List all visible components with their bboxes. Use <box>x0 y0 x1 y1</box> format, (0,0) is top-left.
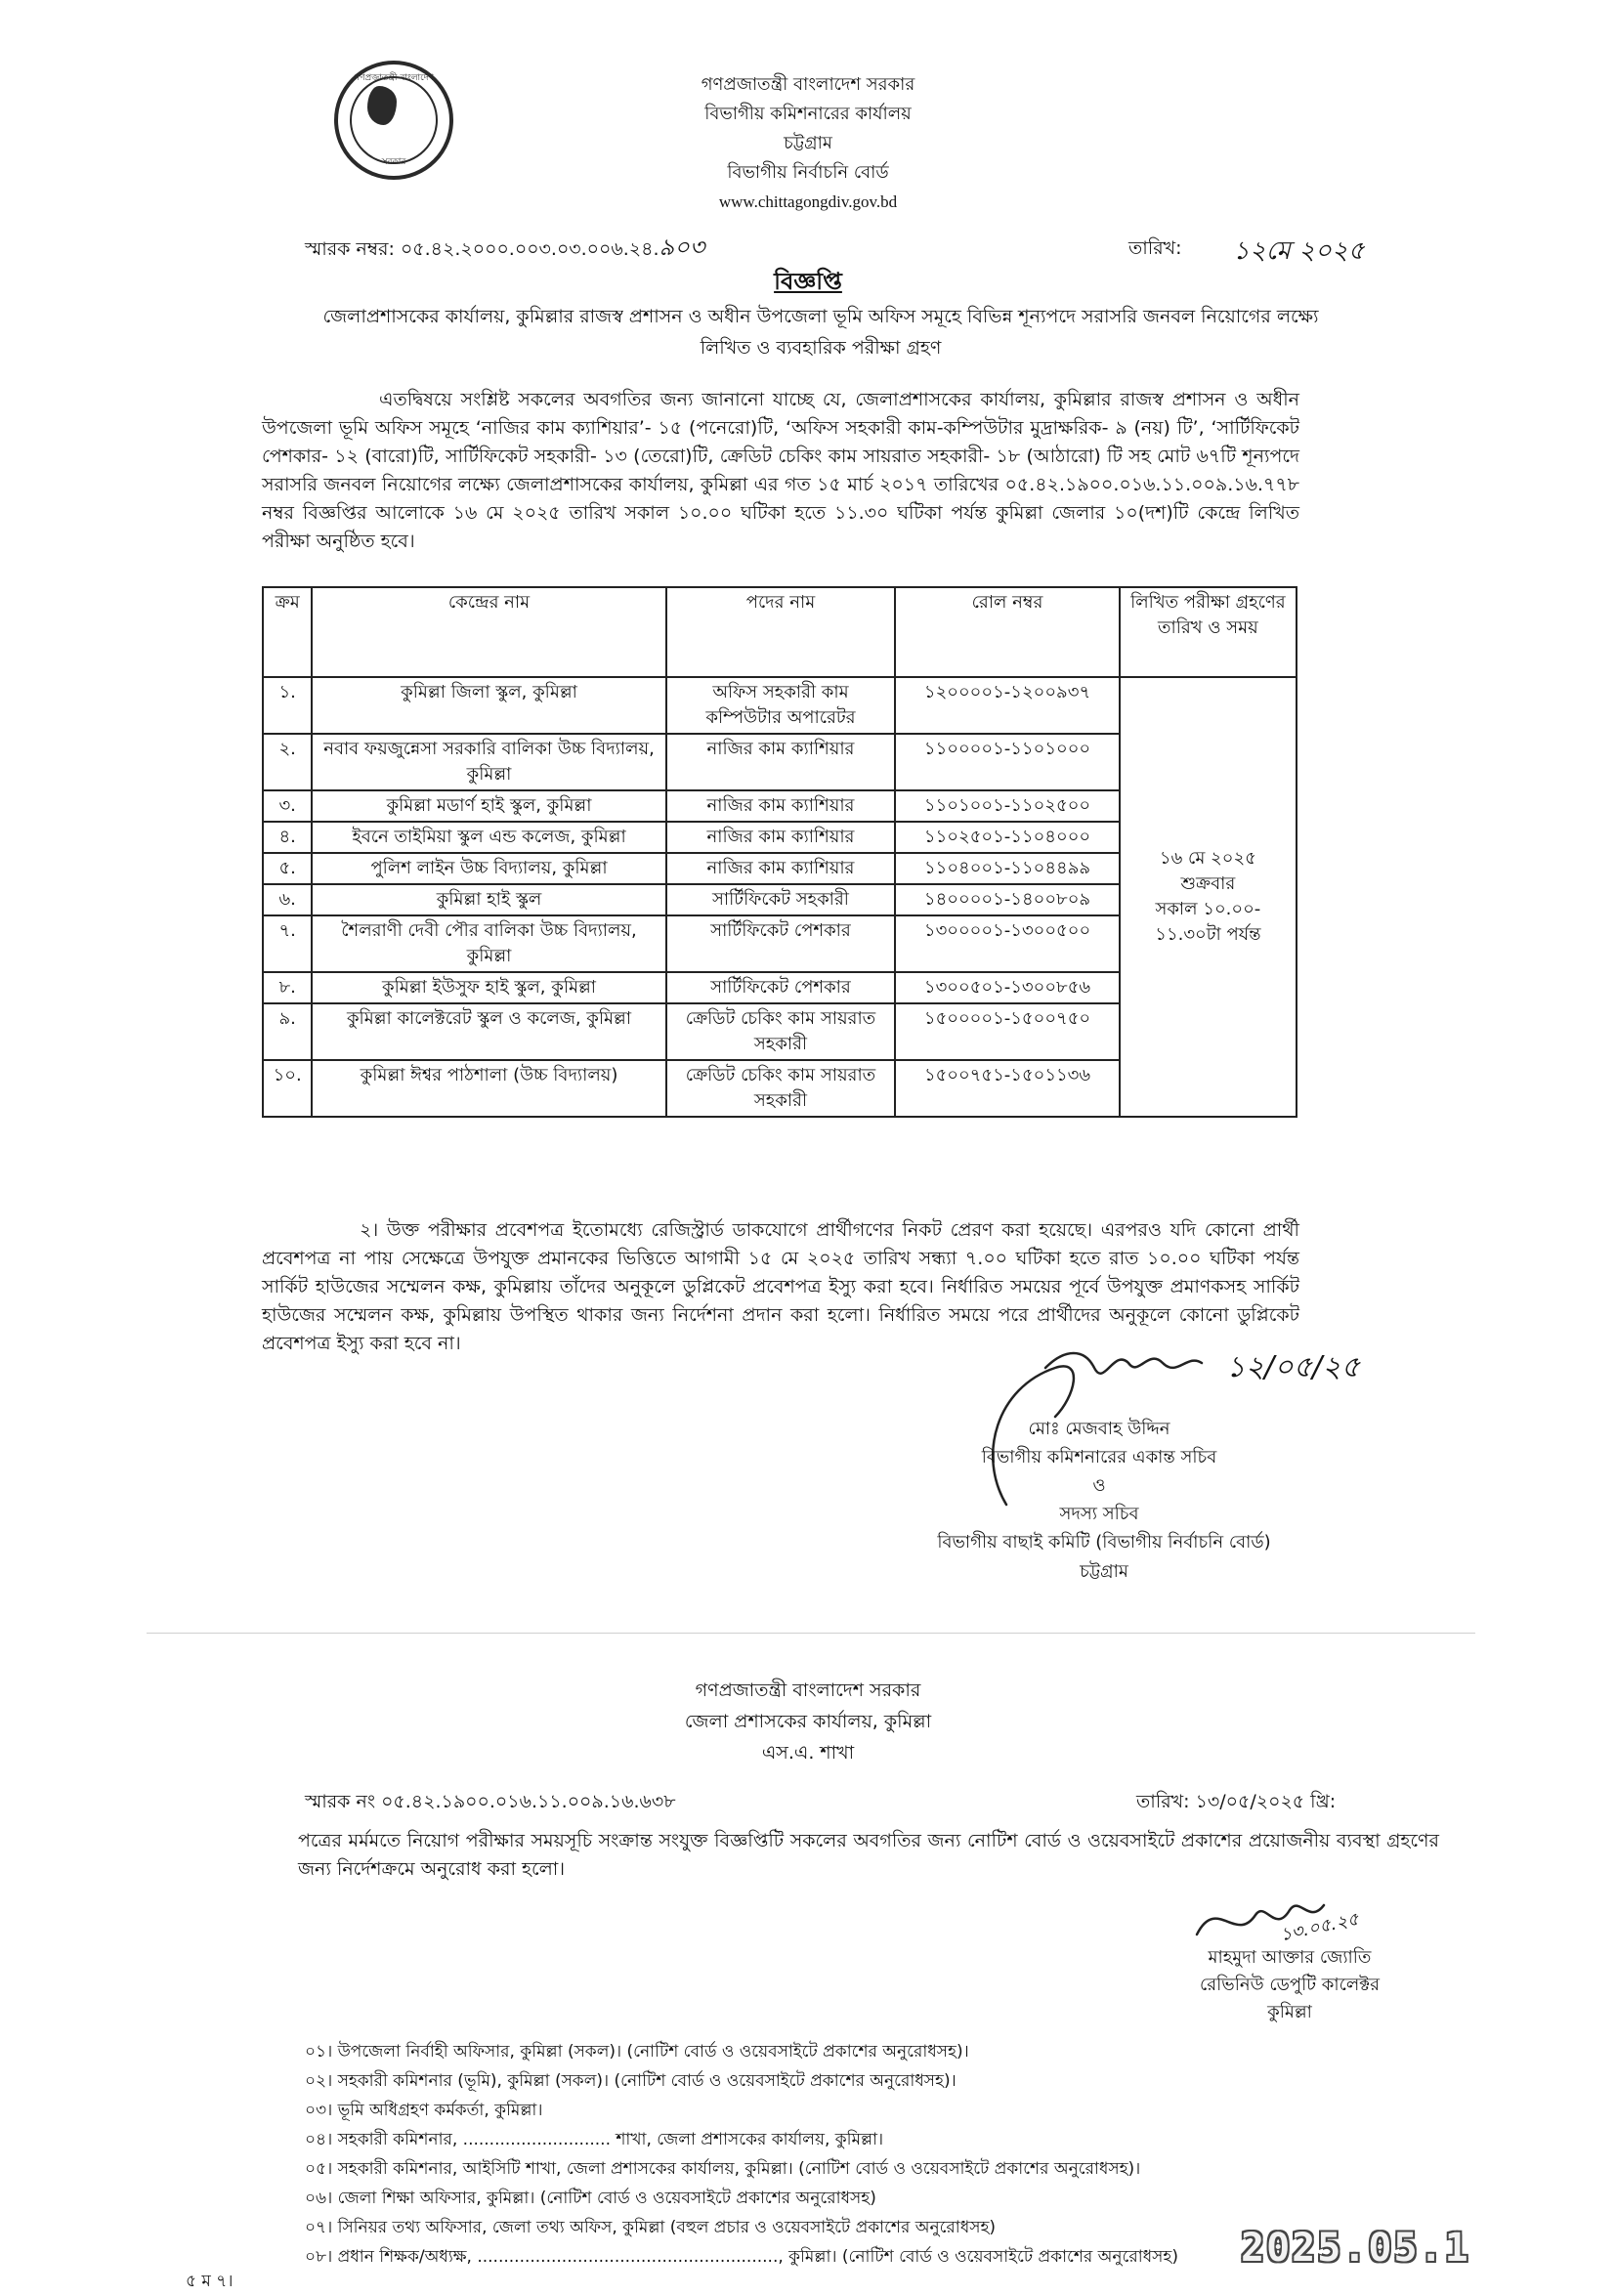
letterhead2-line-1: গণপ্রজাতন্ত্রী বাংলাদেশ সরকার <box>695 1679 921 1701</box>
row-roll: ১১০১০০১-১১০২৫০০ <box>895 790 1120 822</box>
signatory2-city: কুমিল্লা <box>1267 2002 1312 2022</box>
signature-date-1: ১২/০৫/২৫ <box>1226 1350 1361 1384</box>
header-serial: ক্রম <box>263 587 312 677</box>
row-center: কুমিল্লা মডার্ণ হাই স্কুল, কুমিল্লা <box>312 790 665 822</box>
schedule-start: সকাল ১০.০০- <box>1155 899 1261 919</box>
row-serial: ৭. <box>263 915 312 972</box>
date-2: তারিখ: ১৩/০৫/২০২৫ খ্রি: <box>1136 1791 1337 1812</box>
row-center: কুমিল্লা জিলা স্কুল, কুমিল্লা <box>312 677 665 734</box>
row-serial: ১. <box>263 677 312 734</box>
row-serial: ৪. <box>263 822 312 853</box>
row-roll: ১৩০০৫০১-১৩০০৮৫৬ <box>895 972 1120 1003</box>
row-post: ক্রেডিট চেকিং কাম সায়রাত সহকারী <box>666 1003 896 1060</box>
signatory2-name: মাহমুদা আক্তার জ্যোতি <box>1208 1947 1372 1968</box>
notice-body: এতদ্বিষয়ে সংশ্লিষ্ট সকলের অবগতির জন্য জানানো যাচ্ছে যে, জেলাপ্রশাসকের কার্যালয়, কুমিল্লার রাজস্ব প্রশাসন ও অধীন উপজেলা ভূমি অফিস সমূহে ‘নাজির কাম ক্যাশিয়ার’- ১৫ (পনেরো)টি, ‘অফিস সহকারী কাম-কম্পিউটার মুদ্রাক্ষরিক- ৯ (নয়) টি’, ‘সার্টিফিকেট পেশকার- ১২ (বারো)টি, সার্টিফিকেট সহকারী- ১৩ (তেরো)টি, ক্রেডিট চেকিং কাম সায়রাত সহকারী- ১৮ (আঠারো) টি সহ মোট ৬৭টি শূন্যপদে সরাসরি জনবল নিয়োগের লক্ষ্যে জেলাপ্রশাসকের কার্যালয়, কুমিল্লা এর গত ১৫ মার্চ ২০১৭ তারিখের ০৫.৪২.১৯০০.০১৬.১১.০০৯.১৬.৭৭৮ নম্বর বিজ্ঞপ্তির আলোকে ১৬ মে ২০২৫ তারিখ সকাল ১০.০০ ঘটিকা হতে ১১.৩০ ঘটিকা পর্যন্ত কুমিল্লা জেলার ১০(দশ)টি কেন্দ্রে লিখিত পরীক্ষা অনুষ্ঠিত হবে। <box>262 389 1299 552</box>
government-seal <box>334 61 453 180</box>
letterhead <box>515 70 1101 217</box>
header-roll: রোল নম্বর <box>895 587 1120 677</box>
seal-inner-ring <box>350 76 438 164</box>
row-roll: ১২০০০০১-১২০০৯৩৭ <box>895 677 1120 734</box>
distribution-list <box>305 2037 1178 2272</box>
row-roll: ১১০৪০০১-১১০৪৪৯৯ <box>895 853 1120 884</box>
notice-subject: জেলাপ্রশাসকের কার্যালয়, কুমিল্লার রাজস্ব প্রশাসন ও অধীন উপজেলা ভূমি অফিস সমূহে বিভিন্ন শূন্যপদে সরাসরি জনবল নিয়োগের লক্ষ্যে লিখিত ও ব্যবহারিক পরীক্ষা গ্রহণ <box>322 306 1319 359</box>
header-schedule: লিখিত পরীক্ষা গ্রহণের তারিখ ও সময় <box>1120 587 1297 677</box>
letterhead2-line-2: জেলা প্রশাসকের কার্যালয়, কুমিল্লা <box>684 1711 932 1732</box>
page-divider <box>147 1633 1475 1634</box>
letterhead-line-3: চট্টগ্রাম <box>784 133 832 153</box>
seal-bottom-text: সরকার <box>381 157 406 167</box>
seal-top-text: গণপ্রজাতন্ত্রী বাংলাদেশ <box>354 73 434 83</box>
row-center: শৈলরাণী দেবী পৌর বালিকা উচ্চ বিদ্যালয়, কুমিল্লা <box>312 915 665 972</box>
row-serial: ৩. <box>263 790 312 822</box>
list-item: ০৩। ভূমি অধিগ্রহণ কর্মকর্তা, কুমিল্লা। <box>305 2101 543 2120</box>
scan-date-stamp: 2025.05.1 <box>1241 2226 1470 2271</box>
signatory-committee <box>860 1528 1348 1587</box>
list-item: ০৮। প্রধান শিক্ষক/অধ্যক্ষ, ........................................................., কুমিল্লা। (নোটিশ বোর্ড ও ওয়েবসাইটে প্রকাশের অনুরোধসহ) <box>305 2247 1178 2267</box>
row-post: সার্টিফিকেট পেশকার <box>666 915 896 972</box>
letterhead-line-2: বিভাগীয় কমিশনারের কার্যালয় <box>704 104 912 124</box>
signatory-block-2 <box>1124 1944 1456 2026</box>
row-center: কুমিল্লা হাই স্কুল <box>312 884 665 915</box>
row-roll: ১৪০০০০১-১৪০০৮০৯ <box>895 884 1120 915</box>
row-center: কুমিল্লা কালেক্টরেট স্কুল ও কলেজ, কুমিল্লা <box>312 1003 665 1060</box>
letterhead-line-4: বিভাগীয় নির্বাচনি বোর্ড <box>727 162 889 183</box>
row-serial: ৯. <box>263 1003 312 1060</box>
row-roll: ১৫০০৭৫১-১৫০১১৩৬ <box>895 1060 1120 1117</box>
bottom-cut-text: ৫ ম ৭। <box>186 2272 234 2291</box>
row-center: পুলিশ লাইন উচ্চ বিদ্যালয়, কুমিল্লা <box>312 853 665 884</box>
row-post: ক্রেডিট চেকিং কাম সায়রাত সহকারী <box>666 1060 896 1117</box>
memo-handwritten-suffix: ৯০৩ <box>659 234 705 261</box>
row-serial: ১০. <box>263 1060 312 1117</box>
signatory-role: সদস্য সচিব <box>1059 1504 1139 1524</box>
row-center: ইবনে তাইমিয়া স্কুল এন্ড কলেজ, কুমিল্লা <box>312 822 665 853</box>
letterhead2-line-3: এস.এ. শাখা <box>761 1742 855 1764</box>
handwritten-date: ১২মে ২০২৫ <box>1233 236 1365 266</box>
list-item: ০৪। সহকারী কমিশনার, ............................ শাখা, জেলা প্রশাসকের কার্যালয়, কুমিল্লা। <box>305 2130 884 2149</box>
row-post: সার্টিফিকেট পেশকার <box>666 972 896 1003</box>
row-center: নবাব ফয়জুন্নেসা সরকারি বালিকা উচ্চ বিদ্যালয়, কুমিল্লা <box>312 734 665 790</box>
row-roll: ১৫০০০০১-১৫০০৭৫০ <box>895 1003 1120 1060</box>
table-header-row <box>263 587 1297 677</box>
row-roll: ১৩০০০০১-১৩০০৫০০ <box>895 915 1120 972</box>
list-item: ০৫। সহকারী কমিশনার, আইসিটি শাখা, জেলা প্রশাসকের কার্যালয়, কুমিল্লা। (নোটিশ বোর্ড ও ওয়েবসাইটে প্রকাশের অনুরোধসহ)। <box>305 2159 1141 2179</box>
memo-number-2: স্মারক নং ০৫.৪২.১৯০০.০১৬.১১.০০৯.১৬.৬৩৮ <box>305 1791 676 1812</box>
memo-number <box>305 230 704 269</box>
schedule-cell <box>1120 677 1297 1117</box>
row-serial: ৮. <box>263 972 312 1003</box>
signatory-committee-name: বিভাগীয় বাছাই কমিটি (বিভাগীয় নির্বাচনি বোর্ড) <box>937 1532 1271 1552</box>
memo-number-text: স্মারক নম্বর: ০৫.৪২.২০০০.০০৩.০৩.০০৬.২৪. <box>305 238 659 260</box>
schedule-date: ১৬ মে ২০২৫ <box>1159 848 1256 869</box>
notice-title: বিজ্ঞপ্তি <box>774 268 842 295</box>
letterhead-2 <box>564 1675 1052 1768</box>
signatory-city: চট্টগ্রাম <box>1080 1561 1128 1582</box>
row-post: অফিস সহকারী কাম কম্পিউটার অপারেটর <box>666 677 896 734</box>
row-center: কুমিল্লা ঈশ্বর পাঠশালা (উচ্চ বিদ্যালয়) <box>312 1060 665 1117</box>
date-label: তারিখ: <box>1128 237 1182 259</box>
row-serial: ২. <box>263 734 312 790</box>
row-post: নাজির কাম ক্যাশিয়ার <box>666 734 896 790</box>
signatory-title: বিভাগীয় কমিশনারের একান্ত সচিব <box>981 1447 1217 1467</box>
list-item: ০৬। জেলা শিক্ষা অফিসার, কুমিল্লা। (নোটিশ বোর্ড ও ওয়েবসাইটে প্রকাশের অনুরোধসহ) <box>305 2189 876 2208</box>
website-text: www.chittagongdiv.gov.bd <box>718 192 898 211</box>
signatory-and: ও <box>1092 1475 1106 1496</box>
signature-date-2: ১৩.০৫.২৫ <box>1278 1908 1361 1946</box>
signatory-name: মোঃ মেজবাহ উদ্দিন <box>1028 1419 1170 1439</box>
signatory2-title: রেভিনিউ ডেপুটি কালেক্টর <box>1199 1975 1381 1995</box>
admit-card-paragraph: ২। উক্ত পরীক্ষার প্রবেশপত্র ইতোমধ্যে রেজিস্ট্রার্ড ডাকযোগে প্রার্থীগণের নিকট প্রেরণ করা হয়েছে। এরপরও যদি কোনো প্রার্থী প্রবেশপত্র না পায় সেক্ষেত্রে উপযুক্ত প্রমানকের ভিত্তিতে আগামী ১৫ মে ২০২৫ তারিখ সন্ধ্যা ৭.০০ ঘটিকা হতে রাত ১০.০০ ঘটিকা পর্যন্ত সার্কিট হাউজের সম্মেলন কক্ষ, কুমিল্লায় তাঁদের অনুকূলে ডুপ্লিকেট প্রবেশপত্র ইস্যু করা হবে। নির্ধারিত সময়ের পূর্বে উপযুক্ত প্রমাণকসহ সার্কিট হাউজের সম্মেলন কক্ষ, কুমিল্লায় উপস্থিত থাকার জন্য নির্দেশনা প্রদান করা হলো। নির্ধারিত সময়ে পরে প্রার্থীদের অনুকূলে কোনো ডুপ্লিকেট প্রবেশপত্র ইস্যু করা হবে না। <box>262 1219 1299 1354</box>
row-post: নাজির কাম ক্যাশিয়ার <box>666 822 896 853</box>
forwarding-body: পত্রের মর্মমতে নিয়োগ পরীক্ষার সময়সূচি সংক্রান্ত সংযুক্ত বিজ্ঞপ্তিটি সকলের অবগতির জন্য নোটিশ বোর্ড ও ওয়েবসাইটে প্রকাশের প্রয়োজনীয় ব্যবস্থা গ্রহণের জন্য নির্দেশক্রমে অনুরোধ করা হলো। <box>298 1830 1439 1880</box>
schedule-end: ১১.৩০টা পর্যন্ত <box>1155 924 1261 945</box>
schedule-day: শুক্রবার <box>1180 873 1236 894</box>
row-post: সার্টিফিকেট সহকারী <box>666 884 896 915</box>
table-row <box>263 677 1297 734</box>
header-center: কেন্দ্রের নাম <box>312 587 665 677</box>
row-center: কুমিল্লা ইউসুফ হাই স্কুল, কুমিল্লা <box>312 972 665 1003</box>
exam-center-table <box>262 586 1297 1118</box>
row-roll: ১১০২৫০১-১১০৪০০০ <box>895 822 1120 853</box>
row-post: নাজির কাম ক্যাশিয়ার <box>666 853 896 884</box>
list-item: ০২। সহকারী কমিশনার (ভূমি), কুমিল্লা (সকল)। (নোটিশ বোর্ড ও ওয়েবসাইটে প্রকাশের অনুরোধসহ)। <box>305 2071 957 2091</box>
row-roll: ১১০০০০১-১১০১০০০ <box>895 734 1120 790</box>
list-item: ০১। উপজেলা নির্বাহী অফিসার, কুমিল্লা (সকল)। (নোটিশ বোর্ড ও ওয়েবসাইটে প্রকাশের অনুরোধসহ)। <box>305 2042 969 2062</box>
row-post: নাজির কাম ক্যাশিয়ার <box>666 790 896 822</box>
header-post: পদের নাম <box>666 587 896 677</box>
list-item: ০৭। সিনিয়র তথ্য অফিসার, জেলা তথ্য অফিস, কুমিল্লা (বহুল প্রচার ও ওয়েবসাইটে প্রকাশের অনুরোধসহ) <box>305 2218 997 2237</box>
row-serial: ৫. <box>263 853 312 884</box>
row-serial: ৬. <box>263 884 312 915</box>
signatory-block-1 <box>914 1415 1285 1528</box>
letterhead-line-1: গণপ্রজাতন্ত্রী বাংলাদেশ সরকার <box>701 74 915 95</box>
